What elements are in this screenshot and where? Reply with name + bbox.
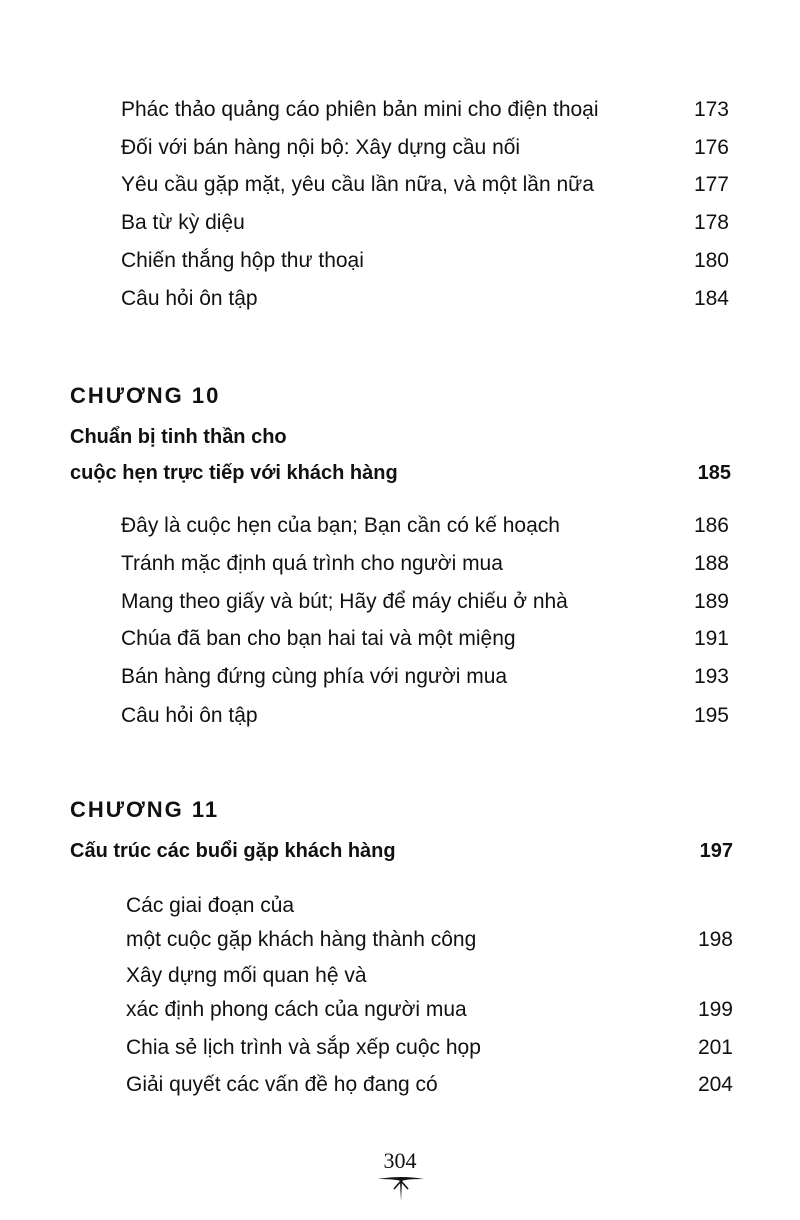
toc-entry-page: 191 xyxy=(693,627,729,650)
chapter-title-line: Chuẩn bị tinh thần cho xyxy=(70,426,287,448)
toc-entry-page: 178 xyxy=(693,211,729,234)
toc-entry-page: 198 xyxy=(697,928,733,951)
toc-entry xyxy=(121,665,729,689)
toc-entry-title-line: Các giai đoạn của xyxy=(126,894,295,917)
toc-entry xyxy=(126,1036,733,1060)
toc-entry-page: 173 xyxy=(693,98,729,121)
toc-entry-title: Bán hàng đứng cùng phía với người mua xyxy=(121,665,508,688)
chapter-title-line: Cấu trúc các buổi gặp khách hàng xyxy=(70,840,396,862)
toc-entry-page: 180 xyxy=(693,249,729,272)
toc-entry-title-line: Xây dựng mối quan hệ và xyxy=(126,964,367,987)
toc-entry xyxy=(126,1073,733,1097)
chapter-title-row xyxy=(70,462,731,485)
toc-entry xyxy=(121,704,729,728)
toc-entry xyxy=(126,998,733,1022)
toc-entry xyxy=(121,98,729,122)
toc-entry-title: Đây là cuộc hẹn của bạn; Bạn cần có kế hoạch xyxy=(121,514,560,537)
toc-entry-page: 186 xyxy=(693,514,729,537)
toc-entry-page: 201 xyxy=(697,1036,733,1059)
toc-entry-title: Câu hỏi ôn tập xyxy=(121,287,258,310)
toc-entry-title: Tránh mặc định quá trình cho người mua xyxy=(121,552,503,575)
toc-entry-page: 204 xyxy=(697,1073,733,1096)
toc-entry-title: Câu hỏi ôn tập xyxy=(121,704,258,727)
toc-entry-title: Mang theo giấy và bút; Hãy để máy chiếu ở nhà xyxy=(121,590,568,613)
toc-entry xyxy=(121,552,729,576)
toc-entry-title: Ba từ kỳ diệu xyxy=(121,211,245,234)
toc-entry xyxy=(121,173,729,197)
toc-entry xyxy=(121,627,729,651)
flourish-ornament-icon xyxy=(376,1175,426,1203)
toc-entry-page: 188 xyxy=(693,552,729,575)
toc-entry xyxy=(121,514,729,538)
toc-entry-title: Chúa đã ban cho bạn hai tai và một miệng xyxy=(121,627,516,650)
toc-entry-page: 195 xyxy=(693,704,729,727)
toc-entry-page: 189 xyxy=(693,590,729,613)
toc-entry-title: Đối với bán hàng nội bộ: Xây dựng cầu nối xyxy=(121,136,521,159)
page-number: 304 xyxy=(383,1148,417,1173)
toc-entry-title: một cuộc gặp khách hàng thành công xyxy=(126,928,477,951)
toc-entry-title: Yêu cầu gặp mặt, yêu cầu lần nữa, và một lần nữa xyxy=(121,173,594,196)
chapter-label: CHƯƠNG 11 xyxy=(70,797,220,822)
toc-entry-page: 176 xyxy=(693,136,729,159)
toc-entry-title: Chiến thắng hộp thư thoại xyxy=(121,249,364,272)
chapter-page: 197 xyxy=(699,840,733,862)
chapter-page: 185 xyxy=(697,462,731,484)
toc-entry xyxy=(121,287,729,311)
toc-entry-title: Chia sẻ lịch trình và sắp xếp cuộc họp xyxy=(126,1036,481,1059)
chapter-label: CHƯƠNG 10 xyxy=(70,383,221,408)
toc-entry xyxy=(121,211,729,235)
toc-entry-page: 199 xyxy=(697,998,733,1021)
toc-entry-page: 184 xyxy=(693,287,729,310)
chapter-title-line: cuộc hẹn trực tiếp với khách hàng xyxy=(70,462,398,484)
toc-entry-title: Phác thảo quảng cáo phiên bản mini cho điện thoại xyxy=(121,98,599,121)
toc-entry xyxy=(121,249,729,273)
toc-entry xyxy=(121,590,729,614)
chapter-title-row xyxy=(70,840,733,863)
toc-entry-page: 177 xyxy=(693,173,729,196)
toc-entry-title: xác định phong cách của người mua xyxy=(126,998,467,1021)
toc-entry xyxy=(126,928,733,952)
toc-entry xyxy=(121,136,729,160)
toc-entry-page: 193 xyxy=(693,665,729,688)
toc-entry-title: Giải quyết các vấn đề họ đang có xyxy=(126,1073,438,1096)
